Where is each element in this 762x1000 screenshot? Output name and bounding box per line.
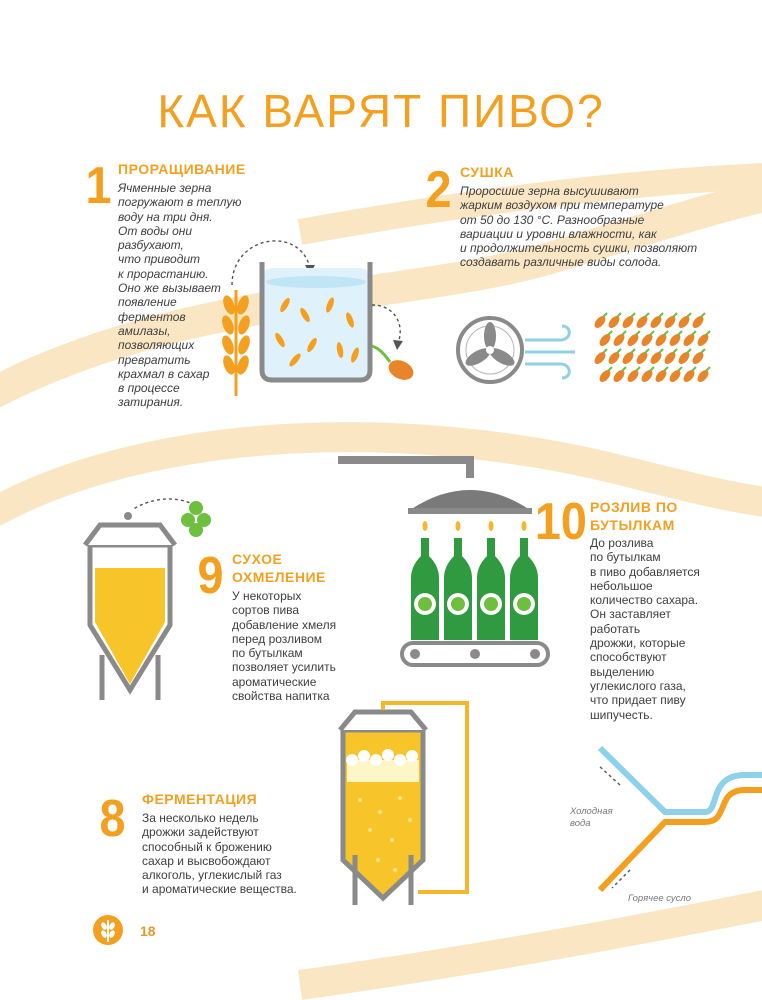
- grain-shape: [648, 350, 663, 366]
- step-10-number: 10: [534, 493, 587, 551]
- grain-shape: [620, 314, 635, 330]
- grain-sprout: [706, 331, 710, 335]
- step-1-text: Ячменные зерна погружают в теплую воду на три дня. От воды они разбухают, что приводит к прорастанию. Оно же вызывает появление ферментов амилазы, позволяющих превратить крахмал в сахар в процессе затирания.: [118, 181, 242, 410]
- grain-sprout: [673, 313, 677, 317]
- grain-shape: [648, 314, 663, 330]
- grain-shape: [611, 332, 626, 348]
- grain-shape: [662, 350, 677, 366]
- grain-shape: [695, 368, 710, 384]
- step-10-text: До розлива по бутылкам в пиво добавляется небольшое количество сахара. Он заставляет работать дрожжи, которые способствуют выделению углекислого газа, что придает пиву шипучесть.: [590, 536, 700, 722]
- conveyor-icon: [402, 643, 548, 665]
- grain-sprout: [650, 331, 654, 335]
- drying-grains-icon: [592, 313, 710, 384]
- grain-sprout: [664, 331, 668, 335]
- grain-shape: [676, 314, 691, 330]
- grain-shape: [676, 350, 691, 366]
- grain-sprout: [622, 367, 626, 371]
- step-9-heading: СУХОЕ ОХМЕЛЕНИЕ: [232, 551, 326, 585]
- grain-shape: [592, 314, 607, 330]
- grain-shape: [606, 314, 621, 330]
- grain-sprout: [645, 349, 649, 353]
- grain-sprout: [608, 331, 612, 335]
- grain-sprout: [608, 367, 612, 371]
- grain-shape: [625, 332, 640, 348]
- step-8-heading: ФЕРМЕНТАЦИЯ: [142, 791, 258, 807]
- grain-shape: [597, 368, 612, 384]
- grain-sprout: [687, 349, 691, 353]
- grain-sprout: [636, 367, 640, 371]
- grain-sprout: [701, 313, 705, 317]
- grain-shape: [639, 368, 654, 384]
- step-2-heading: СУШКА: [460, 164, 514, 180]
- grain-sprout: [673, 349, 677, 353]
- arrow-head-icon: [393, 340, 403, 350]
- grain-shape: [592, 350, 607, 366]
- step-9-number: 9: [197, 547, 224, 605]
- grain-sprout: [692, 331, 696, 335]
- grain-shape: [625, 368, 640, 384]
- grain-sprout: [678, 331, 682, 335]
- bottle-shape: [444, 521, 472, 640]
- grain-shape: [653, 332, 668, 348]
- grain-shape: [606, 350, 621, 366]
- bottles-icon: [411, 521, 538, 640]
- fermentation-tank-icon: [340, 712, 426, 905]
- step-1-number: 1: [85, 157, 112, 215]
- step-10-heading: РОЗЛИВ ПО БУТЫЛКАМ: [590, 499, 678, 533]
- grain-sprout: [701, 349, 705, 353]
- conditioning-tank-icon: [85, 512, 175, 700]
- grain-sprout: [664, 367, 668, 371]
- cold-water-pipe-icon: [600, 748, 762, 812]
- grain-shape: [681, 368, 696, 384]
- page-number: 18: [140, 923, 156, 939]
- step-2-text: Проросшие зерна высушивают жарким воздухом при температуре от 50 до 130 °С. Разнообразные вариации и уровни влажности, как и продолжительность сушки, позволяют создавать различные виды солода.: [460, 184, 698, 270]
- fan-icon: [458, 318, 522, 382]
- sprouted-grain-icon: [372, 346, 417, 384]
- cold-water-label: Холодная вода: [570, 806, 613, 829]
- grain-sprout: [650, 367, 654, 371]
- steeping-tank-icon: [262, 262, 370, 380]
- grain-shape: [634, 350, 649, 366]
- grain-sprout: [631, 313, 635, 317]
- filling-machine-icon: [338, 460, 532, 514]
- hot-wort-label: Горячее сусло: [628, 893, 692, 904]
- grain-shape: [667, 332, 682, 348]
- grain-sprout: [617, 313, 621, 317]
- grain-shape: [639, 332, 654, 348]
- hops-icon: [181, 501, 211, 537]
- grain-sprout: [659, 349, 663, 353]
- bottle-shape: [477, 521, 505, 640]
- grain-shape: [690, 314, 705, 330]
- grain-shape: [634, 314, 649, 330]
- grain-sprout: [706, 367, 710, 371]
- page-badge-icon: [93, 915, 123, 945]
- background-band-bottom: [300, 900, 762, 985]
- bottle-shape: [411, 521, 439, 640]
- grain-shape: [695, 332, 710, 348]
- step-2-number: 2: [425, 161, 452, 219]
- grain-sprout: [687, 313, 691, 317]
- grain-sprout: [645, 313, 649, 317]
- grain-sprout: [622, 331, 626, 335]
- page-title: КАК ВАРЯТ ПИВО?: [157, 85, 605, 137]
- grain-sprout: [659, 313, 663, 317]
- grain-shape: [597, 332, 612, 348]
- grain-shape: [681, 332, 696, 348]
- grain-shape: [653, 368, 668, 384]
- grain-sprout: [603, 349, 607, 353]
- step-8-text: За несколько недель дрожжи задействуют способный к брожению сахар и высвобождают алкоголь, углекислый газ и ароматические вещества.: [142, 811, 297, 897]
- grain-sprout: [636, 331, 640, 335]
- grain-shape: [611, 368, 626, 384]
- grain-shape: [620, 350, 635, 366]
- bottle-shape: [510, 521, 538, 640]
- grain-sprout: [603, 313, 607, 317]
- grain-shape: [690, 350, 705, 366]
- grain-shape: [667, 368, 682, 384]
- grain-sprout: [617, 349, 621, 353]
- step-8-number: 8: [99, 790, 126, 848]
- step-9-text: У некоторых сортов пива добавление хмеля перед розливом по бутылкам позволяет усилить ароматические свойства напитка: [232, 589, 337, 704]
- grain-sprout: [678, 367, 682, 371]
- arrow-out-tank-icon: [372, 305, 400, 343]
- grain-sprout: [692, 367, 696, 371]
- grain-sprout: [631, 349, 635, 353]
- arrow-hops-icon: [132, 499, 195, 510]
- grain-shape: [662, 314, 677, 330]
- step-1-heading: ПРОРАЩИВАНИЕ: [118, 161, 246, 177]
- hot-air-icon: [525, 326, 575, 378]
